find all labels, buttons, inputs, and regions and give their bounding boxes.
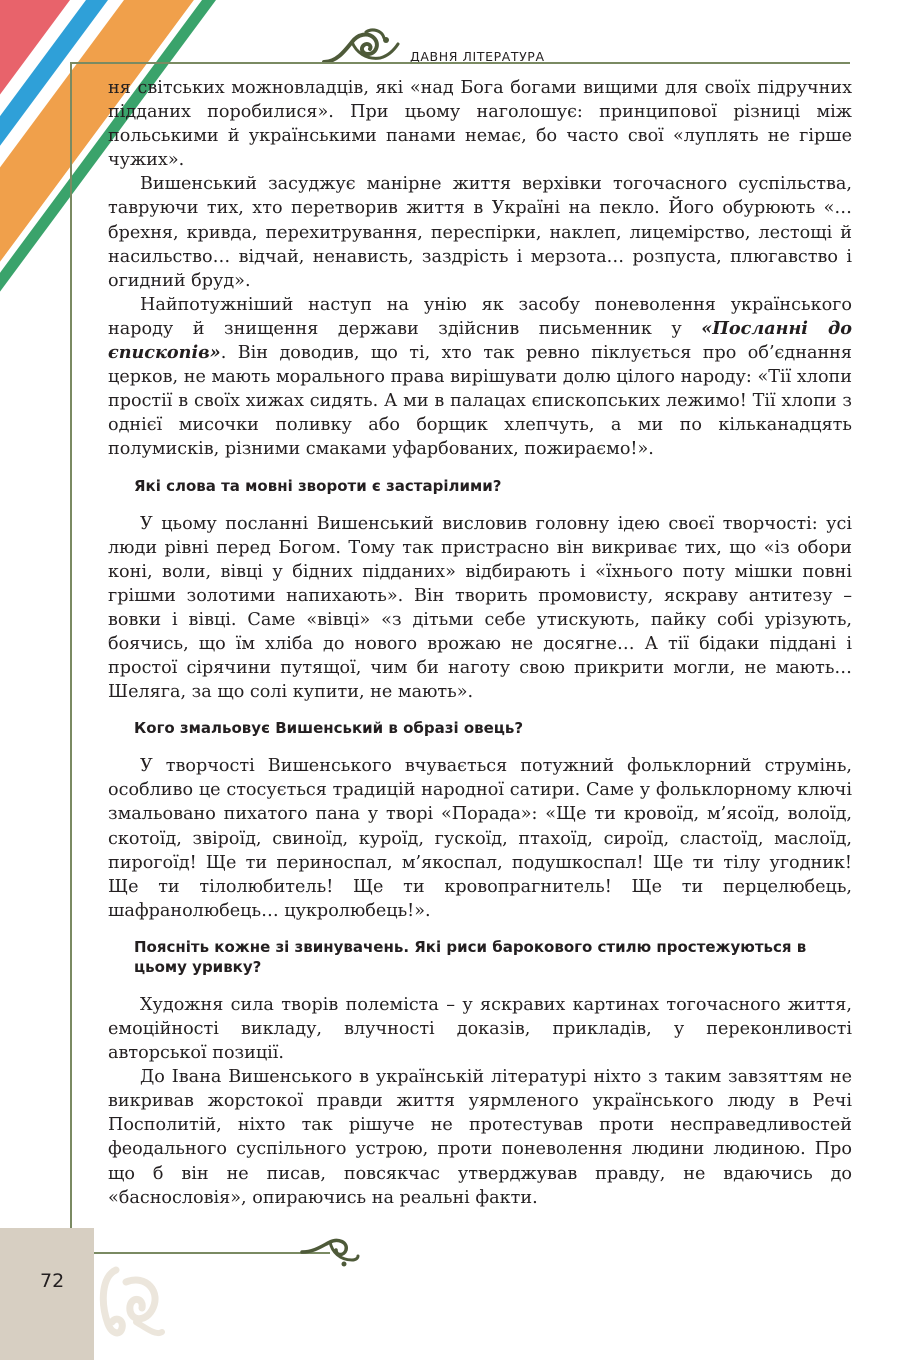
frame-top-rule xyxy=(70,62,850,64)
question-3: Поясніть кожне зі звинувачень. Які риси барокового стилю простежуються в цьому уривку? xyxy=(134,937,807,976)
page-number: 72 xyxy=(40,1270,65,1292)
paragraph-7: До Івана Вишенського в українській літературі ніхто з таким завзяттям не викривав жорстокої правди життя уярмленого українського люду в Речі Посполитій, ніхто так рішуче не протестував проти несправедливостей феодального суспільного устрою, проти поневолення людини людиною. Про що б він не писав, повсякчас утверджував правду, не вдаючись до «баснословія», опираючись на реальні факти. xyxy=(108,1067,852,1208)
paragraph-3-end: . Він доводив, що ті, хто так ревно піклується про об’єднання церков, не мають морального права вирішувати долю цілого народу: «Тії хлопи простії в своїх хижах сидять. А ми в палацах єпископських лежимо! Тії хлопи з однієї мисочки поливку або борщик хлепчуть, а ми по кільканадцять полумисків, різними смаками уфарбованих, пожираємо!». xyxy=(108,343,852,460)
paragraph-2: Вишенський засуджує манірне життя верхівки тогочасного суспільства, тавруючи тих, хто перетворив життя в Україні на пекло. Його обурюють «…брехня, кривда, перехитрування, переспірки, наклеп, лицемірство, лестощі й насильство… відчай, ненависть, заздрість і мерзота… розпуста, плюгавство і огидний бруд». xyxy=(108,174,852,291)
paragraph-4: У цьому посланні Вишенський висловив головну ідею своєї творчості: усі люди рівні перед Богом. Тому так пристрасно він викриває тих, що «із обори коні, воли, вівці у бідних підданих» відбирають і «їхнього поту мішки повні грішми золотими напихають». Він творить промовисту, яскраву антитезу – вовки і вівці. Саме «вівці» «з дітьми себе утискують, пайку собі урізують, боячись, що їм хліба до нового врожаю не досягне… А тії бідаки піддані і простої сірячини путящої, чим би наготу свою прикрити могли, не мають… Шеляга, за що солі купити, не мають». xyxy=(108,513,852,703)
ornamental-logo-icon xyxy=(96,1262,166,1342)
frame-bottom-rule xyxy=(70,1252,330,1254)
work-title: «Посланні до єпископів» xyxy=(108,317,852,364)
running-head: ДАВНЯ ЛІТЕРАТУРА xyxy=(410,49,545,64)
question-2: Кого змальовує Вишенський в образі овець? xyxy=(134,719,524,738)
header-ornament-icon xyxy=(322,28,402,72)
frame-left-rule xyxy=(70,62,72,1254)
footer-ornament-icon xyxy=(300,1236,360,1268)
paragraph-3-start: Найпотужніший наступ на унію як засобу поневолення українського народу й знищення держави здійснив письменник у xyxy=(108,294,852,339)
main-text xyxy=(108,76,852,1210)
question-1: Які слова та мовні звороти є застарілими? xyxy=(134,476,502,495)
page-corner-bar xyxy=(0,1228,94,1360)
paragraph-6: Художня сила творів полеміста – у яскравих картинах тогочасного життя, емоційності викладу, влучності доказів, прикладів, у переконливості авторської позиції. xyxy=(108,994,852,1064)
paragraph-1: ня світських можновладців, які «над Бога богами вищими для своїх підручних підданих поробилися». При цьому наголошує: принципової різниці між польськими й українськими панами немає, бо часто свої «луплять не гірше чужих». xyxy=(108,78,852,171)
paragraph-5: У творчості Вишенського вчувається потужний фольклорний струмінь, особливо це стосується традицій народної сатири. Саме у фольклорному ключі змальовано пихатого пана у творі «Порада»: «Ще ти кровоїд, м’ясоїд, волоїд, скотоїд, звіроїд, свиноїд, куроїд, гускоїд, птахоїд, сироїд, сластоїд, маслоїд, пирогоїд! Ще ти периноспал, м’якоспал, подушкоспал! Ще ти тілу угодник! Ще ти тілолюбитель! Ще ти кровопрагнитель! Ще ти перцелюбець, шафранолюбець… цукролюбець!». xyxy=(108,756,852,921)
paragraph-3 xyxy=(108,293,852,462)
